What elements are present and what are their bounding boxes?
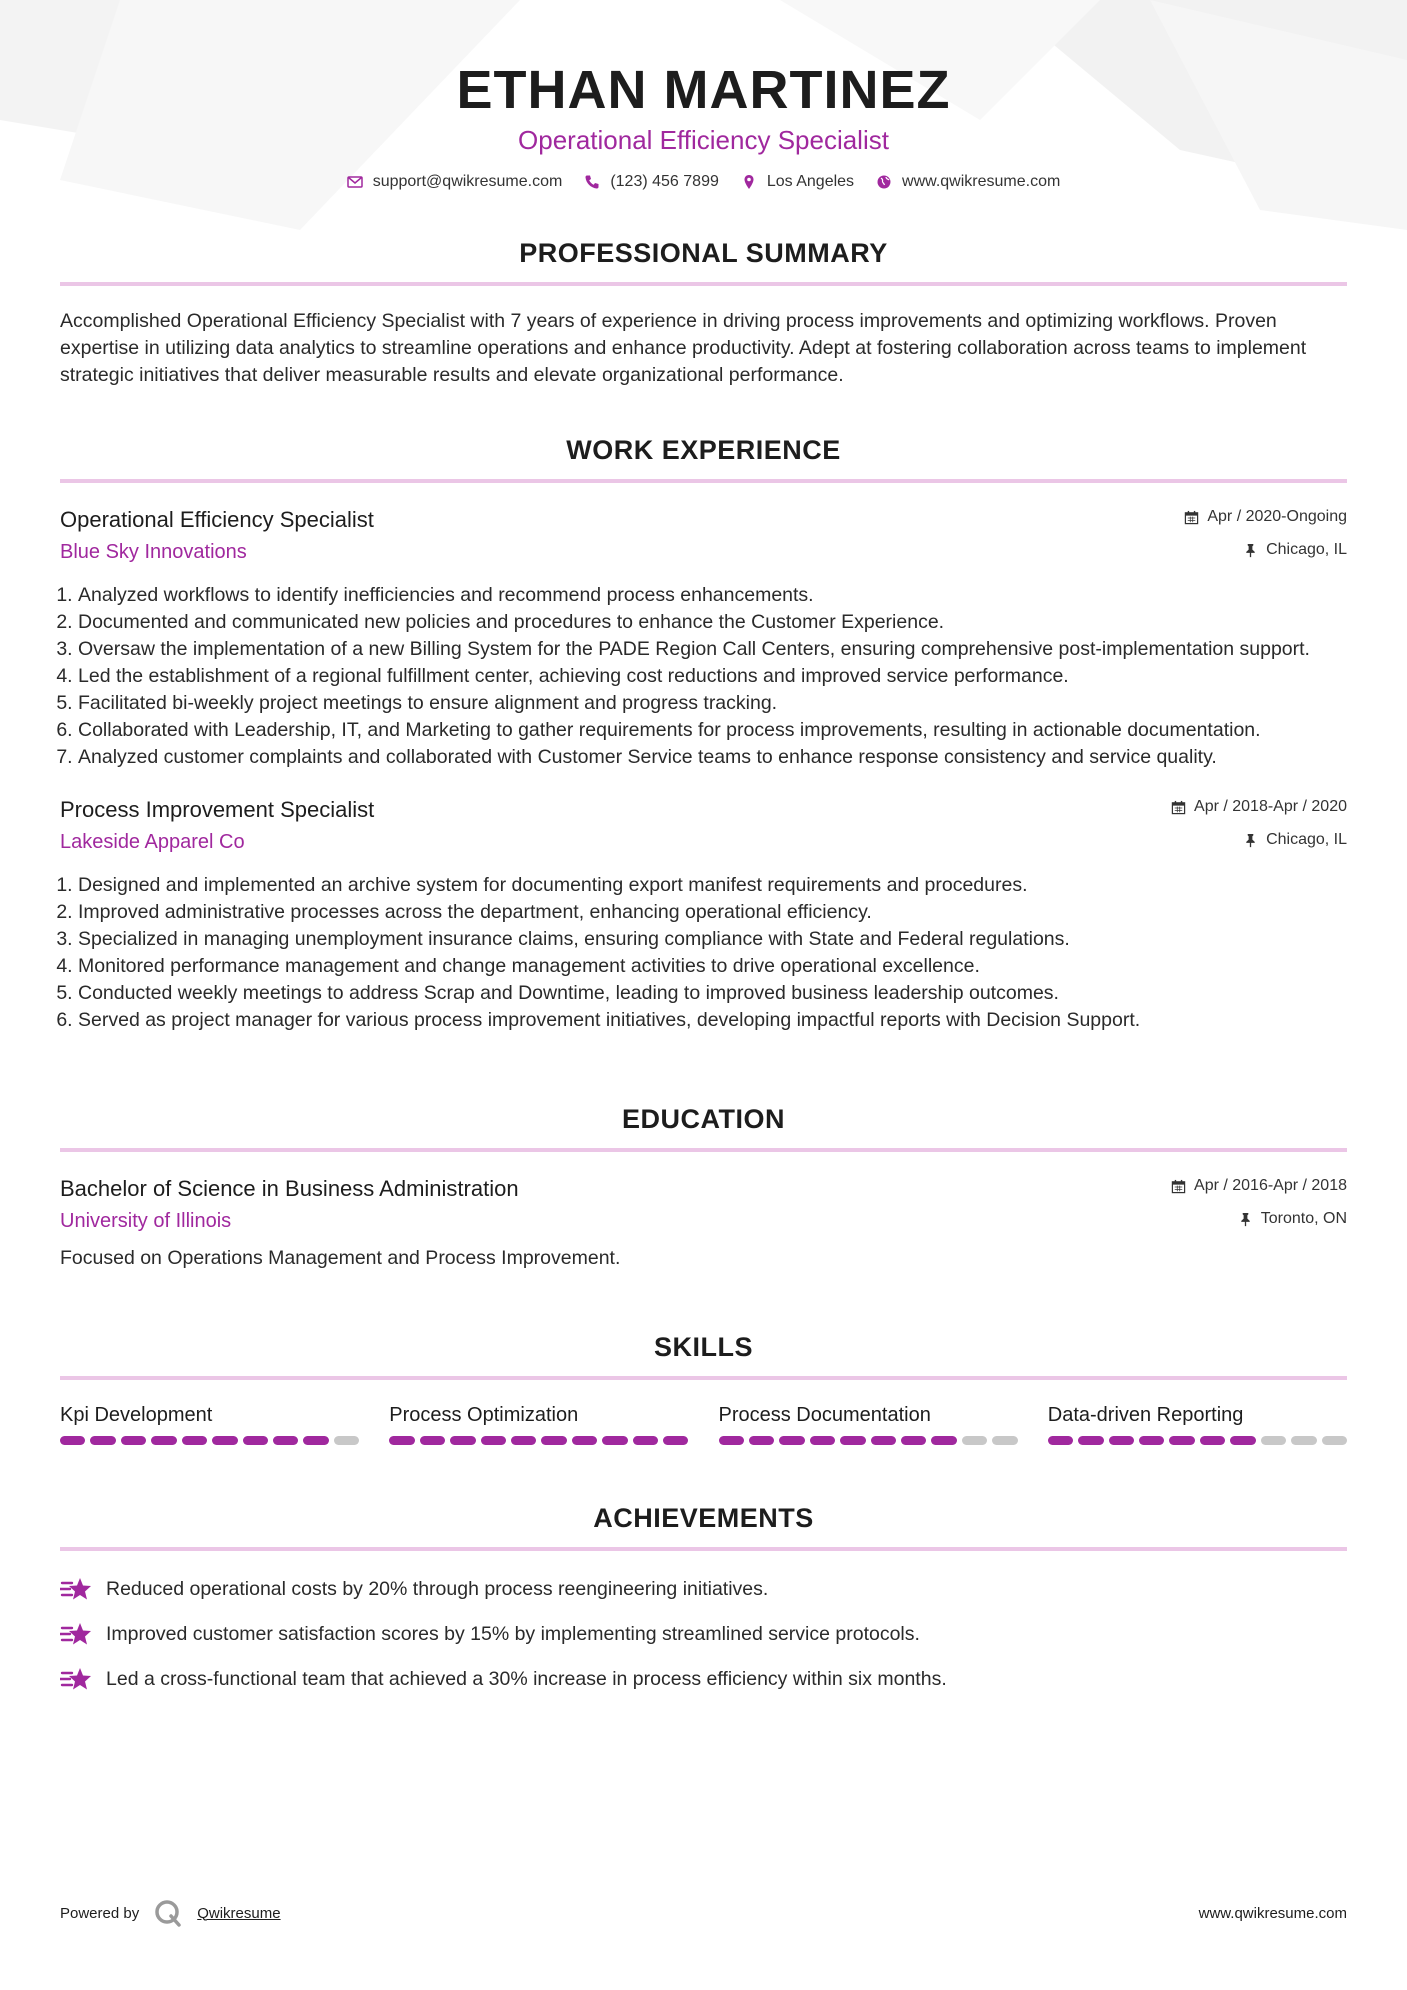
resume-header — [60, 0, 1347, 194]
skill-name: Process Documentation — [718, 1404, 931, 1426]
skill-segment-filled — [663, 1436, 688, 1445]
skill-segment-filled — [1200, 1436, 1225, 1445]
list-item: 2. Improved administrative processes across the department, enhancing operational efficiency. — [78, 899, 1347, 926]
achievement-item — [60, 1620, 1347, 1648]
education-location: Toronto, ON — [1260, 1210, 1347, 1227]
website-text: www.qwikresume.com — [902, 173, 1061, 190]
education-heading: EDUCATION — [622, 1104, 785, 1134]
skill-segment-filled — [541, 1436, 566, 1445]
calendar-icon — [1184, 510, 1199, 525]
skill-name: Process Optimization — [389, 1404, 579, 1426]
job-meta — [1171, 795, 1347, 852]
job-company: Lakeside Apparel Co — [60, 831, 245, 853]
skill-segment-filled — [60, 1436, 85, 1445]
list-item: 6. Collaborated with Leadership, IT, and Marketing to gather requirements for process improvements, resulting in actionable documentation. — [78, 717, 1347, 744]
achievements-section — [60, 1501, 1347, 1693]
skill-segment-filled — [749, 1436, 774, 1445]
skill-segment-filled — [450, 1436, 475, 1445]
footer-website[interactable]: www.qwikresume.com — [1198, 1904, 1347, 1922]
section-divider — [60, 282, 1347, 286]
skill-segment-filled — [1139, 1436, 1164, 1445]
skill-segment-empty — [1322, 1436, 1347, 1445]
envelope-icon — [347, 174, 363, 190]
phone-icon — [584, 174, 600, 190]
section-divider — [60, 479, 1347, 483]
skill-segment-filled — [273, 1436, 298, 1445]
skills-grid — [60, 1402, 1347, 1445]
globe-icon — [876, 174, 892, 190]
summary-text: Accomplished Operational Efficiency Specialist with 7 years of experience in driving process improvements and optimizing workflows. Proven expertise in utilizing data analytics to streamline operations and enhance productivity. Adept at fostering collaboration across teams to implement strategic initiatives that deliver measurable results and elevate organizational performance. — [60, 310, 1307, 386]
section-divider — [60, 1148, 1347, 1152]
job-bullets — [60, 872, 1347, 1034]
skill-item — [719, 1402, 1018, 1445]
skill-segment-filled — [901, 1436, 926, 1445]
powered-by — [60, 1898, 281, 1928]
list-item: 1. Designed and implemented an archive system for documenting export manifest requirements and procedures. — [78, 872, 1347, 899]
skill-segment-empty — [1261, 1436, 1286, 1445]
skill-segment-filled — [481, 1436, 506, 1445]
qwikresume-logo-icon — [153, 1898, 183, 1928]
list-item: 3. Specialized in managing unemployment insurance claims, ensuring compliance with State and Federal regulations. — [78, 926, 1347, 953]
page-footer — [60, 1898, 1347, 1928]
pushpin-icon — [1238, 1212, 1253, 1227]
skill-segment-filled — [931, 1436, 956, 1445]
location-text: Los Angeles — [766, 173, 855, 190]
achievement-item — [60, 1665, 1347, 1693]
skill-segment-filled — [810, 1436, 835, 1445]
contact-website[interactable] — [876, 170, 1060, 194]
powered-by-label: Powered by — [60, 1904, 140, 1922]
candidate-name: ETHAN MARTINEZ — [456, 60, 951, 120]
skill-segment-filled — [243, 1436, 268, 1445]
shooting-star-icon — [60, 1575, 92, 1603]
job-location: Chicago, IL — [1266, 541, 1347, 558]
skill-segment-filled — [511, 1436, 536, 1445]
skill-segment-filled — [871, 1436, 896, 1445]
calendar-icon — [1171, 800, 1186, 815]
skill-segment-filled — [719, 1436, 744, 1445]
shooting-star-icon — [60, 1665, 92, 1693]
achievement-item — [60, 1575, 1347, 1603]
skills-heading: SKILLS — [653, 1332, 753, 1362]
skill-segment-empty — [1291, 1436, 1316, 1445]
achievement-text: Improved customer satisfaction scores by 15% by implementing streamlined service protocols. — [106, 1622, 920, 1645]
job-header — [60, 795, 1347, 856]
skill-segment-filled — [121, 1436, 146, 1445]
contact-email[interactable] — [347, 170, 563, 194]
experience-heading: WORK EXPERIENCE — [566, 435, 841, 465]
achievement-text: Led a cross-functional team that achieved a 30% increase in process efficiency within six months. — [106, 1667, 947, 1690]
education-entry — [60, 1174, 1347, 1272]
skill-segment-filled — [572, 1436, 597, 1445]
summary-section — [60, 236, 1347, 389]
skill-segment-filled — [1169, 1436, 1194, 1445]
skill-segment-filled — [303, 1436, 328, 1445]
skill-segment-filled — [1048, 1436, 1073, 1445]
degree-title: Bachelor of Science in Business Administration — [60, 1176, 519, 1201]
candidate-title: Operational Efficiency Specialist — [518, 125, 889, 155]
skill-level-bar — [719, 1436, 1018, 1445]
section-divider — [60, 1376, 1347, 1380]
skill-segment-filled — [389, 1436, 414, 1445]
skill-item — [60, 1402, 359, 1445]
education-header — [60, 1174, 1347, 1235]
summary-heading: PROFESSIONAL SUMMARY — [519, 238, 888, 268]
skill-segment-empty — [992, 1436, 1017, 1445]
skill-level-bar — [1048, 1436, 1347, 1445]
job-title: Operational Efficiency Specialist — [60, 507, 374, 532]
list-item: 6. Served as project manager for various process improvement initiatives, developing impactful reports with Decision Support. — [78, 1007, 1347, 1034]
email-text: support@qwikresume.com — [372, 173, 563, 190]
list-item: 3. Oversaw the implementation of a new Billing System for the PADE Region Call Centers, ensuring comprehensive post-implementation support. — [78, 636, 1347, 663]
brand-link[interactable]: Qwikresume — [197, 1904, 281, 1922]
job-location: Chicago, IL — [1266, 831, 1347, 848]
list-item: 5. Conducted weekly meetings to address Scrap and Downtime, leading to improved business leadership outcomes. — [78, 980, 1347, 1007]
job-meta — [1184, 505, 1347, 562]
contact-phone[interactable] — [584, 170, 719, 194]
skill-segment-filled — [151, 1436, 176, 1445]
section-divider — [60, 1547, 1347, 1551]
experience-section — [60, 433, 1347, 1034]
skill-level-bar — [60, 1436, 359, 1445]
calendar-icon — [1171, 1179, 1186, 1194]
education-description: Focused on Operations Management and Process Improvement. — [60, 1247, 621, 1269]
skills-section — [60, 1330, 1347, 1445]
list-item: 4. Led the establishment of a regional fulfillment center, achieving cost reductions and improved service performance. — [78, 663, 1347, 690]
job-bullets — [60, 582, 1347, 771]
job-entry — [60, 505, 1347, 771]
pushpin-icon — [1243, 833, 1258, 848]
job-dates: Apr / 2020-Ongoing — [1207, 508, 1347, 525]
skill-item — [1048, 1402, 1347, 1445]
job-title: Process Improvement Specialist — [60, 797, 375, 822]
list-item: 5. Facilitated bi-weekly project meetings to ensure alignment and progress tracking. — [78, 690, 1347, 717]
skill-segment-filled — [840, 1436, 865, 1445]
job-company: Blue Sky Innovations — [60, 541, 247, 563]
list-item: 2. Documented and communicated new policies and procedures to enhance the Customer Experience. — [78, 609, 1347, 636]
shooting-star-icon — [60, 1620, 92, 1648]
skill-segment-filled — [182, 1436, 207, 1445]
skill-segment-filled — [633, 1436, 658, 1445]
skill-name: Data-driven Reporting — [1047, 1404, 1244, 1426]
achievements-heading: ACHIEVEMENTS — [593, 1503, 814, 1533]
skill-segment-filled — [90, 1436, 115, 1445]
skill-segment-filled — [1078, 1436, 1103, 1445]
skill-segment-empty — [962, 1436, 987, 1445]
contact-location — [741, 170, 854, 194]
skill-level-bar — [389, 1436, 688, 1445]
school-name: University of Illinois — [60, 1210, 232, 1232]
skill-segment-filled — [602, 1436, 627, 1445]
phone-text: (123) 456 7899 — [610, 173, 719, 190]
skill-segment-filled — [212, 1436, 237, 1445]
job-header — [60, 505, 1347, 566]
list-item: 4. Monitored performance management and change management activities to drive operational excellence. — [78, 953, 1347, 980]
map-pin-icon — [741, 174, 757, 190]
skill-item — [389, 1402, 688, 1445]
achievement-text: Reduced operational costs by 20% through process reengineering initiatives. — [106, 1577, 769, 1600]
skill-segment-filled — [420, 1436, 445, 1445]
education-meta — [1171, 1174, 1347, 1231]
contact-row — [60, 170, 1347, 194]
skill-segment-filled — [1230, 1436, 1255, 1445]
achievements-list — [60, 1575, 1347, 1693]
pushpin-icon — [1243, 543, 1258, 558]
skill-name: Kpi Development — [60, 1404, 213, 1426]
job-entry — [60, 795, 1347, 1034]
skill-segment-filled — [779, 1436, 804, 1445]
skill-segment-empty — [334, 1436, 359, 1445]
education-section — [60, 1102, 1347, 1272]
skill-segment-filled — [1109, 1436, 1134, 1445]
list-item: 7. Analyzed customer complaints and collaborated with Customer Service teams to enhance response consistency and service quality. — [78, 744, 1347, 771]
list-item: 1. Analyzed workflows to identify inefficiencies and recommend process enhancements. — [78, 582, 1347, 609]
job-dates: Apr / 2018-Apr / 2020 — [1194, 798, 1347, 815]
education-dates: Apr / 2016-Apr / 2018 — [1194, 1177, 1347, 1194]
